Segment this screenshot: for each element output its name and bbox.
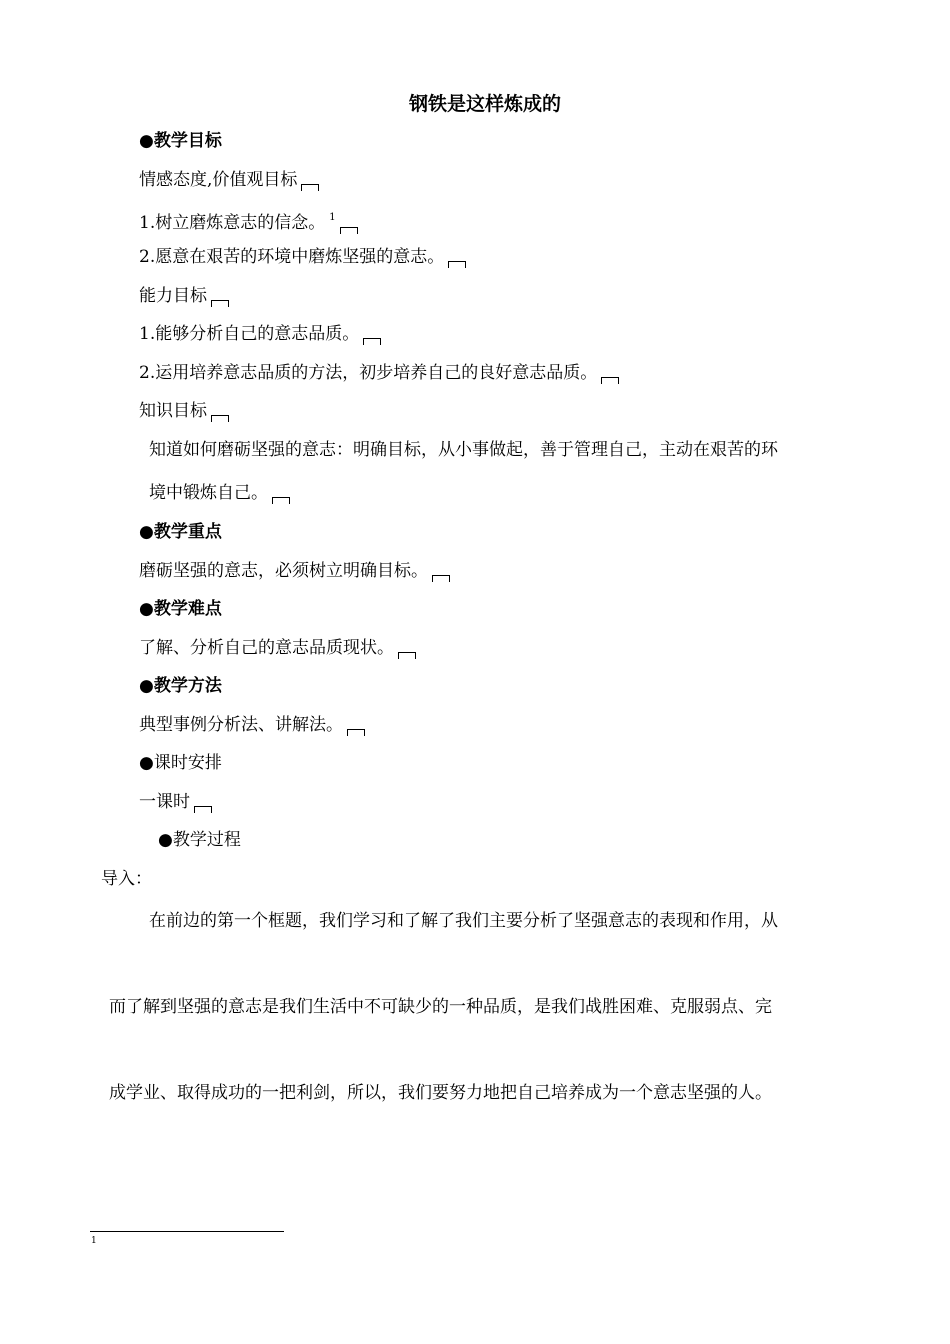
paragraph-mark-icon	[340, 227, 358, 234]
footnote-number: 1	[91, 1236, 97, 1246]
footnote-separator	[90, 1231, 284, 1232]
ability-goal-label-text: 能力目标	[139, 286, 207, 306]
schedule-text-content: 一课时	[139, 792, 190, 812]
emotion-goal-item-2	[139, 245, 466, 269]
knowledge-goal-line-2	[149, 481, 290, 505]
emotion-goal-item-2-text: 2.愿意在艰苦的环境中磨炼坚强的意志。	[139, 247, 445, 267]
ability-goal-item-2-text: 2.运用培养意志品质的方法，初步培养自己的良好意志品质。	[139, 363, 598, 383]
intro-paragraph-line-1: 在前边的第一个框题，我们学习和了解了我们主要分析了坚强意志的表现和作用，从	[149, 911, 778, 931]
ability-goal-item-1-text: 1.能够分析自己的意志品质。	[139, 324, 360, 344]
emotion-goal-label-text: 情感态度,价值观目标	[139, 170, 298, 190]
key-points-heading: ●教学重点	[139, 522, 222, 542]
objectives-heading: ●教学目标	[139, 131, 222, 151]
knowledge-goal-label	[139, 399, 229, 423]
difficulties-text	[139, 636, 416, 660]
paragraph-mark-icon	[432, 575, 450, 582]
knowledge-goal-label-text: 知识目标	[139, 401, 207, 421]
methods-heading: ●教学方法	[139, 676, 222, 696]
paragraph-mark-icon	[347, 729, 365, 736]
emotion-goal-label	[139, 168, 319, 192]
difficulties-text-content: 了解、分析自己的意志品质现状。	[139, 638, 394, 658]
paragraph-mark-icon	[211, 300, 229, 307]
methods-text-content: 典型事例分析法、讲解法。	[139, 715, 343, 735]
emotion-goal-item-1	[139, 206, 358, 235]
methods-text	[139, 713, 365, 737]
paragraph-mark-icon	[301, 184, 319, 191]
process-heading: ●教学过程	[158, 830, 241, 850]
key-points-text-content: 磨砺坚强的意志，必须树立明确目标。	[139, 561, 428, 581]
difficulties-heading: ●教学难点	[139, 599, 222, 619]
paragraph-mark-icon	[448, 261, 466, 268]
knowledge-goal-line-2-text: 境中锻炼自己。	[149, 483, 268, 503]
intro-label: 导入：	[101, 869, 152, 889]
paragraph-mark-icon	[211, 415, 229, 422]
knowledge-goal-line-1: 知道如何磨砺坚强的意志：明确目标，从小事做起，善于管理自己，主动在艰苦的环	[149, 440, 778, 460]
intro-paragraph-line-3: 成学业、取得成功的一把利剑，所以，我们要努力地把自己培养成为一个意志坚强的人。	[109, 1083, 772, 1103]
paragraph-mark-icon	[194, 806, 212, 813]
ability-goal-item-2	[139, 361, 619, 385]
ability-goal-item-1	[139, 322, 381, 346]
document-title: 钢铁是这样炼成的	[408, 93, 561, 115]
paragraph-mark-icon	[272, 497, 290, 504]
intro-paragraph-line-2: 而了解到坚强的意志是我们生活中不可缺少的一种品质，是我们战胜困难、克服弱点、完	[109, 997, 772, 1017]
emotion-goal-item-1-text: 1.树立磨炼意志的信念。	[139, 213, 326, 233]
schedule-heading: ●课时安排	[139, 753, 222, 773]
key-points-text	[139, 559, 450, 583]
ability-goal-label	[139, 284, 229, 308]
paragraph-mark-icon	[601, 377, 619, 384]
paragraph-mark-icon	[398, 652, 416, 659]
paragraph-mark-icon	[363, 338, 381, 345]
schedule-text	[139, 790, 212, 814]
footnote-reference[interactable]: 1	[329, 212, 336, 223]
